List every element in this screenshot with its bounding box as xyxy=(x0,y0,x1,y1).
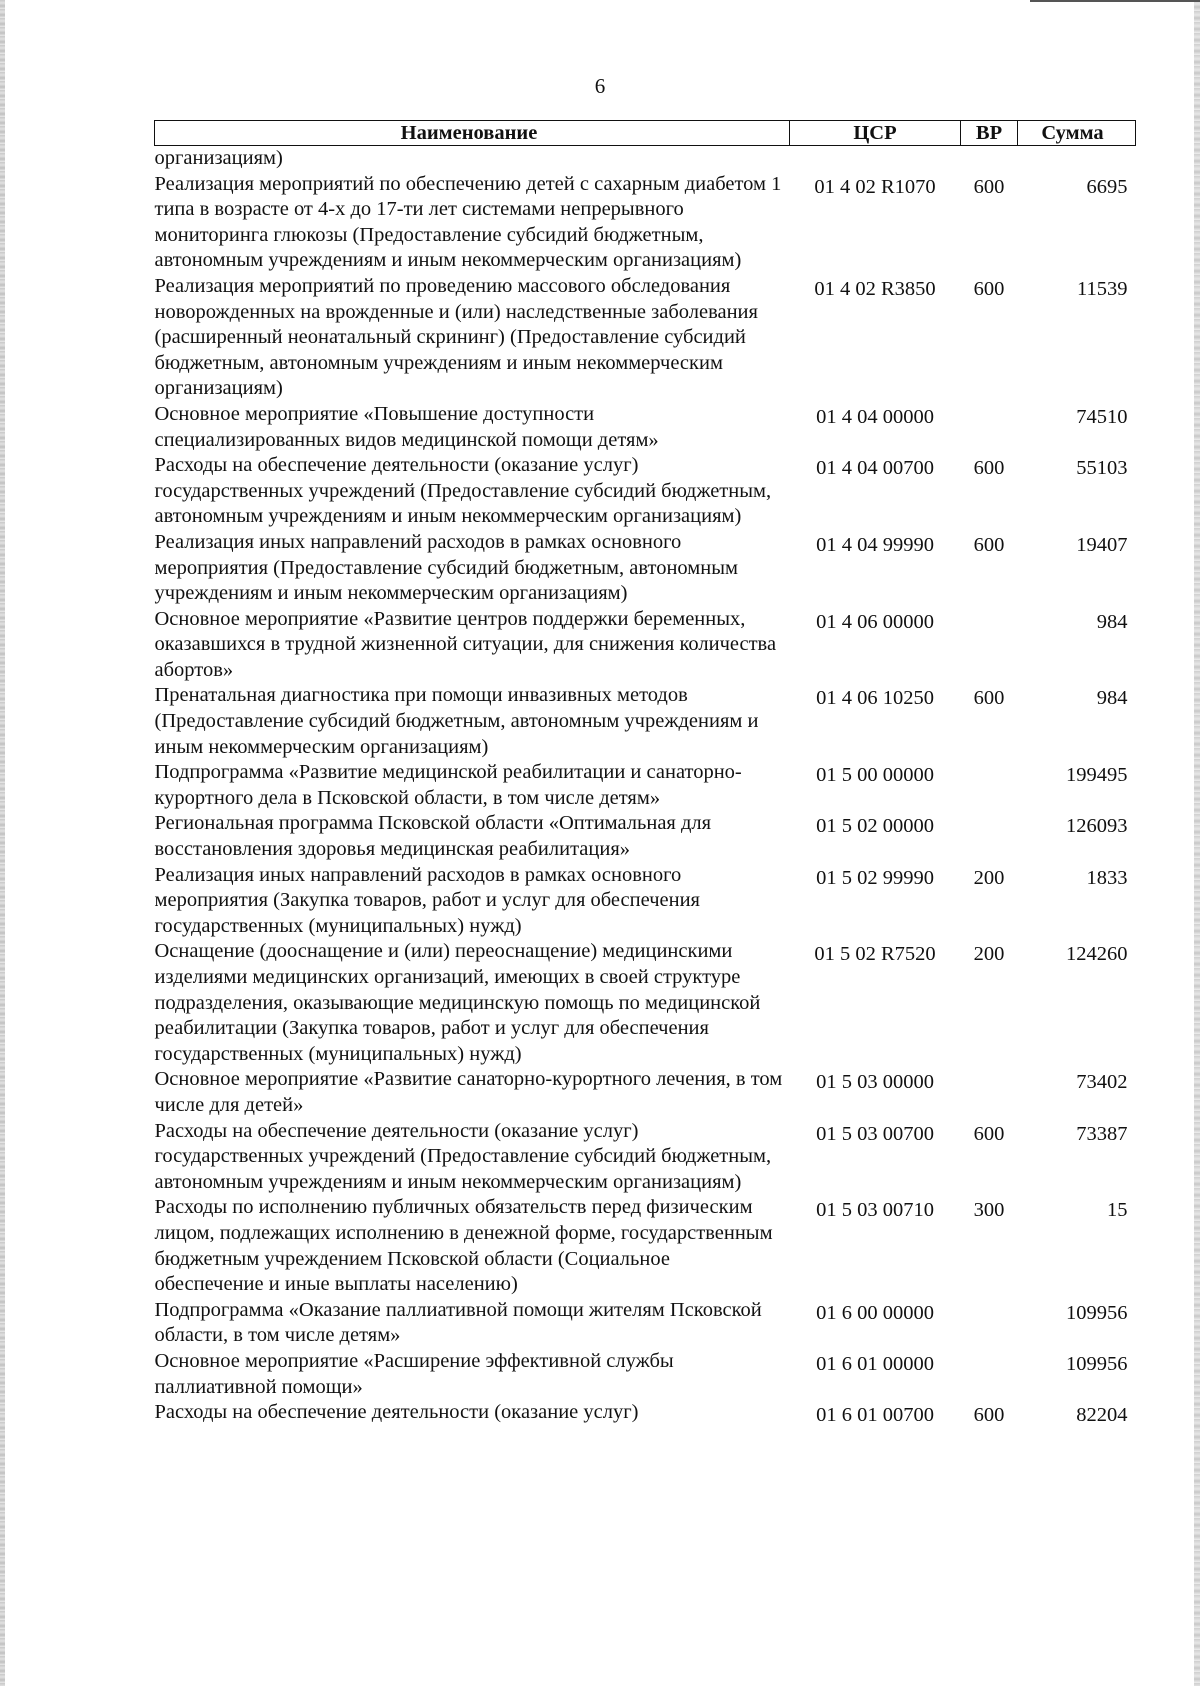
cell-vr: 600 xyxy=(973,175,1005,198)
table-row xyxy=(155,1298,1136,1349)
cell-sum: 109956 xyxy=(1066,1301,1128,1324)
scan-edge-left xyxy=(0,0,5,1686)
table-body xyxy=(155,146,1136,1429)
table-row xyxy=(155,1349,1136,1400)
cell-vr xyxy=(961,607,1018,684)
table-row xyxy=(155,530,1136,607)
cell-sum: 82204 xyxy=(1076,1404,1128,1427)
cell-csr: 01 4 02 R3850 xyxy=(814,277,936,300)
table-row xyxy=(155,1067,1136,1118)
cell-vr xyxy=(961,760,1018,811)
cell-csr: 01 5 02 R7520 xyxy=(814,943,936,966)
cell-vr: 300 xyxy=(973,1199,1005,1222)
table-row xyxy=(155,939,1136,1067)
header-csr: ЦСР xyxy=(790,121,961,146)
cell-sum: 1833 xyxy=(1086,866,1128,889)
table-row xyxy=(155,760,1136,811)
cell-csr: 01 4 02 R1070 xyxy=(814,175,936,198)
cell-name: Реализация мероприятий по обеспечению детей с сахарным диабетом 1 типа в возрасте от 4-х до 17-ти лет системами непрерывного мониторинга глюкозы (Предоставление субсидий бюджетным, автономным учреждениям и иным некоммерческим организациям) xyxy=(154,172,782,272)
cell-csr: 01 6 00 00000 xyxy=(816,1301,934,1324)
table-row xyxy=(155,863,1136,940)
scan-edge-right xyxy=(1194,0,1200,1686)
cell-name: Расходы на обеспечение деятельности (оказание услуг) xyxy=(154,1401,639,1424)
cell-csr: 01 5 02 00000 xyxy=(816,815,934,838)
cell-name: Основное мероприятие «Повышение доступности специализированных видов медицинской помощи детям» xyxy=(154,402,659,451)
cell-name: Расходы на обеспечение деятельности (оказание услуг) государственных учреждений (Предоставление субсидий бюджетным, автономным учреждениям и иным некоммерческим организациям) xyxy=(154,454,772,528)
cell-vr: 600 xyxy=(973,1122,1005,1145)
cell-name: Реализация иных направлений расходов в рамках основного мероприятия (Закупка товаров, работ и услуг для обеспечения государственных (муниципальных) нужд) xyxy=(154,863,700,937)
cell-name: Пренатальная диагностика при помощи инвазивных методов (Предоставление субсидий бюджетным, автономным учреждениям и иным некоммерческим организациям) xyxy=(154,684,759,758)
cell-sum: 15 xyxy=(1107,1199,1128,1222)
cell-name: Расходы на обеспечение деятельности (оказание услуг) государственных учреждений (Предоставление субсидий бюджетным, автономным учреждениям и иным некоммерческим организациям) xyxy=(154,1119,772,1193)
cell-vr xyxy=(961,402,1018,453)
table-row xyxy=(155,811,1136,862)
cell-csr: 01 5 00 00000 xyxy=(816,764,934,787)
cell-csr: 01 5 02 99990 xyxy=(816,866,934,889)
cell-vr xyxy=(961,1067,1018,1118)
table-row xyxy=(155,1195,1136,1297)
cell-sum: 199495 xyxy=(1066,764,1128,787)
cell-csr: 01 6 01 00000 xyxy=(816,1352,934,1375)
cell-vr: 600 xyxy=(973,457,1005,480)
cell-csr: 01 4 04 00000 xyxy=(816,405,934,428)
cell-name: Расходы по исполнению публичных обязательств перед физическим лицом, подлежащих исполнению в денежной форме, государственным бюджетным учреждением Псковской области (Социальное обеспечение и иные выплаты населению) xyxy=(154,1196,773,1296)
cell-name: Основное мероприятие «Развитие центров поддержки беременных, оказавшихся в трудной жизненной ситуации, для снижения количества абортов» xyxy=(154,607,777,681)
table-row xyxy=(155,1400,1136,1429)
cell-name: Подпрограмма «Оказание паллиативной помощи жителям Псковской области, в том числе детям» xyxy=(154,1298,762,1347)
cell-name: Оснащение (дооснащение и (или) переоснащение) медицинскими изделиями медицинских организаций, имеющих в своей структуре подразделения, оказывающие медицинскую помощь по медицинской реабилитации (Закупка товаров, работ и услуг для обеспечения государственных (муниципальных) нужд) xyxy=(154,940,761,1065)
cell-sum: 11539 xyxy=(1077,277,1128,300)
cell-sum: 6695 xyxy=(1086,175,1128,198)
cell-name: Реализация мероприятий по проведению массового обследования новорожденных на врожденные и (или) наследственные заболевания (расширенный неонатальный скрининг) (Предоставление субсидий бюджетным, автономным учреждениям и иным некоммерческим организациям) xyxy=(154,274,758,400)
cell-name: Основное мероприятие «Расширение эффективной службы паллиативной помощи» xyxy=(154,1349,674,1398)
cell-sum xyxy=(1018,146,1136,172)
cell-name: организациям) xyxy=(154,147,283,169)
cell-name: Региональная программа Псковской области «Оптимальная для восстановления здоровья медицинская реабилитация» xyxy=(154,812,712,861)
cell-sum: 19407 xyxy=(1076,533,1128,556)
cell-csr: 01 4 04 99990 xyxy=(816,533,934,556)
cell-vr xyxy=(961,811,1018,862)
cell-vr: 200 xyxy=(973,866,1005,889)
header-sum: Сумма xyxy=(1018,121,1136,146)
cell-sum: 74510 xyxy=(1076,405,1128,428)
page-number: 6 xyxy=(594,74,606,98)
scan-edge-top xyxy=(1030,0,1200,2)
table-row xyxy=(155,172,1136,274)
table-row xyxy=(155,607,1136,684)
table-row xyxy=(155,1119,1136,1196)
cell-vr: 600 xyxy=(973,1404,1005,1427)
cell-vr: 600 xyxy=(973,277,1005,300)
cell-csr: 01 4 06 00000 xyxy=(816,610,934,633)
budget-table xyxy=(154,120,1136,1429)
header-row xyxy=(155,121,1136,146)
cell-csr: 01 5 03 00710 xyxy=(816,1199,934,1222)
cell-vr xyxy=(961,1349,1018,1400)
cell-vr xyxy=(961,1298,1018,1349)
cell-sum: 126093 xyxy=(1066,815,1128,838)
cell-csr: 01 4 04 00700 xyxy=(816,457,934,480)
cell-name: Подпрограмма «Развитие медицинской реабилитации и санаторно-курортного дела в Псковской области, в том числе детям» xyxy=(154,761,742,809)
table-row xyxy=(155,453,1136,530)
table-row xyxy=(155,683,1136,760)
cell-csr: 01 4 06 10250 xyxy=(816,687,934,710)
cell-sum: 984 xyxy=(1096,610,1128,633)
cell-sum: 73402 xyxy=(1076,1071,1128,1094)
cell-name: Основное мероприятие «Развитие санаторно-курортного лечения, в том числе для детей» xyxy=(154,1068,783,1116)
table-header xyxy=(155,121,1136,146)
cell-sum: 73387 xyxy=(1076,1122,1128,1145)
cell-csr: 01 5 03 00700 xyxy=(816,1122,934,1145)
cell-sum: 124260 xyxy=(1066,943,1128,966)
cell-vr: 600 xyxy=(973,533,1005,556)
cell-sum: 55103 xyxy=(1076,457,1128,480)
cell-name: Реализация иных направлений расходов в рамках основного мероприятия (Предоставление субсидий бюджетным, автономным учреждениям и иным некоммерческим организациям) xyxy=(154,530,738,605)
cell-vr: 200 xyxy=(973,943,1005,966)
table-row xyxy=(155,146,1136,172)
cell-vr: 600 xyxy=(973,687,1005,710)
header-vr: ВР xyxy=(961,121,1018,146)
header-name: Наименование xyxy=(155,121,790,146)
table-row xyxy=(155,274,1136,402)
cell-csr xyxy=(790,146,961,172)
cell-sum: 984 xyxy=(1096,687,1128,710)
cell-csr: 01 6 01 00700 xyxy=(816,1404,934,1427)
table-row xyxy=(155,402,1136,453)
cell-sum: 109956 xyxy=(1066,1352,1128,1375)
cell-vr xyxy=(961,146,1018,172)
cell-csr: 01 5 03 00000 xyxy=(816,1071,934,1094)
